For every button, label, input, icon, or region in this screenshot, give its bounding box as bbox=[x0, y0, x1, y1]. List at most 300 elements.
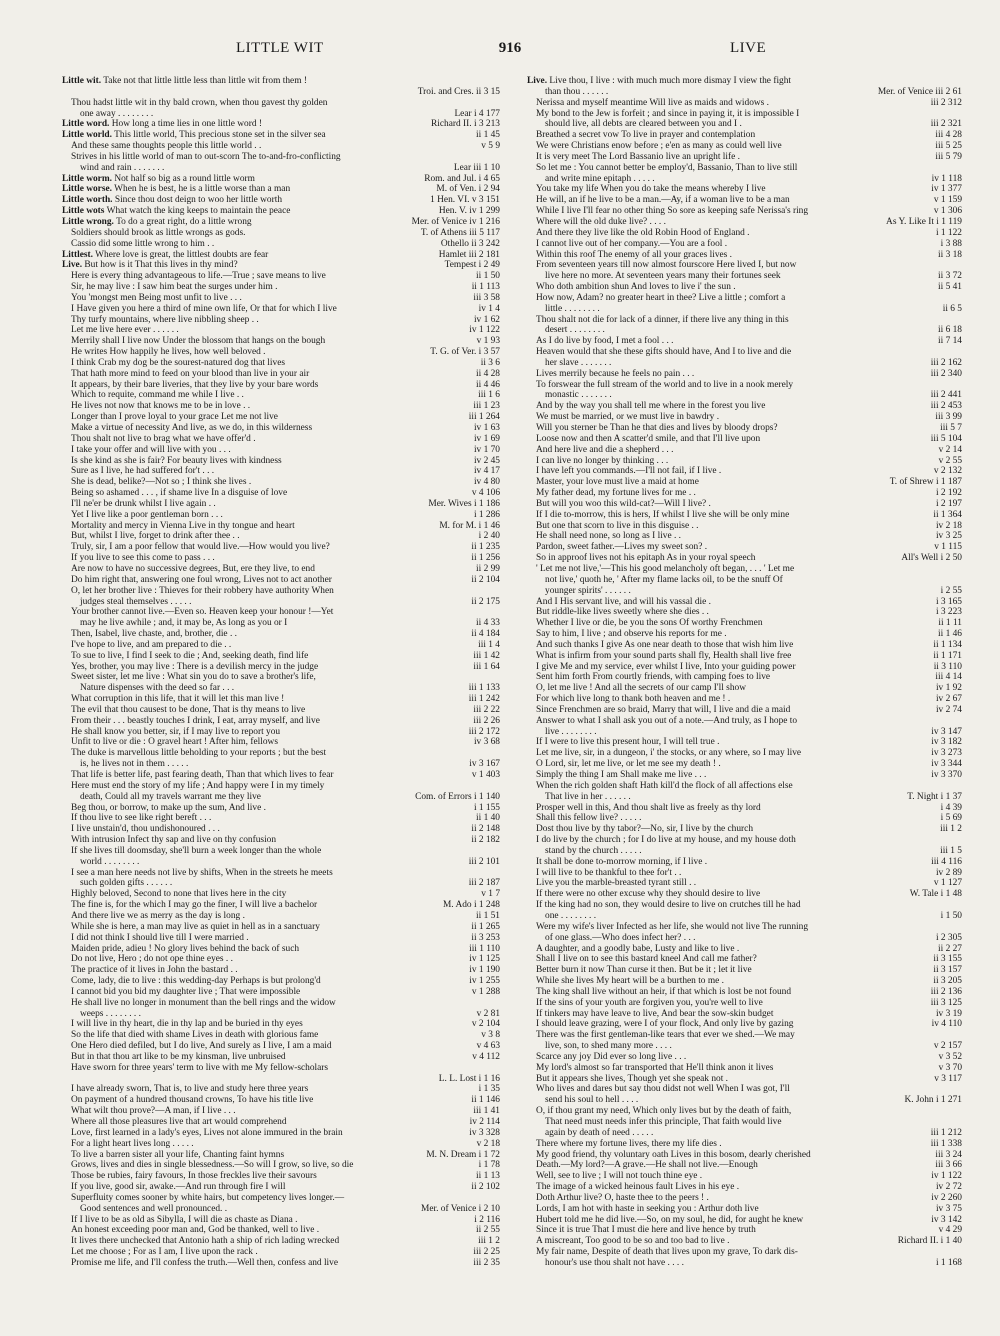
play-reference: ii 2 182 bbox=[468, 835, 500, 846]
quotation-text: I will live in thy heart, die in thy lap and be buried in thy eyes bbox=[71, 1019, 303, 1030]
play-reference: i 2 55 bbox=[938, 586, 962, 597]
quotation-text: And by the way you shall tell me where in the forest you live bbox=[536, 401, 766, 412]
play-reference: T. Night i 1 37 bbox=[904, 792, 962, 803]
concordance-line bbox=[527, 531, 962, 542]
concordance-line bbox=[62, 174, 500, 185]
concordance-line bbox=[527, 152, 962, 163]
concordance-line bbox=[62, 282, 500, 293]
quotation-text: My bond to the Jew is forfeit ; and since in paying it, it is impossible I bbox=[536, 108, 800, 119]
play-reference: v 1 306 bbox=[931, 206, 962, 217]
play-reference: iii 2 26 bbox=[470, 716, 500, 727]
play-reference: iv 2 260 bbox=[928, 1193, 962, 1204]
play-reference: ii 2 175 bbox=[468, 597, 500, 608]
concordance-line bbox=[527, 976, 962, 987]
concordance-line bbox=[527, 174, 962, 185]
play-reference: iii 4 28 bbox=[932, 130, 962, 141]
concordance-line bbox=[527, 835, 962, 846]
concordance-line bbox=[527, 553, 962, 564]
play-reference: v 3 8 bbox=[478, 1030, 500, 1041]
concordance-line bbox=[62, 954, 500, 965]
quotation-text: If I were to live this present hour, I will tell true . bbox=[536, 737, 720, 748]
concordance-line bbox=[62, 499, 500, 510]
concordance-line bbox=[527, 412, 962, 423]
concordance-line bbox=[62, 141, 500, 152]
play-reference: i 3 223 bbox=[933, 607, 962, 618]
play-reference: iv 3 75 bbox=[933, 1204, 962, 1215]
play-reference: iii 1 264 bbox=[466, 412, 500, 423]
headword: Live. bbox=[527, 76, 548, 86]
quotation-text: If tinkers may have leave to live, And bear the sow-skin budget bbox=[536, 1008, 774, 1019]
concordance-line bbox=[527, 618, 962, 629]
play-reference: iv 1 70 bbox=[471, 445, 500, 456]
play-reference: iv 2 114 bbox=[467, 1117, 500, 1128]
concordance-line bbox=[527, 542, 962, 553]
concordance-line bbox=[527, 1074, 962, 1085]
concordance-line bbox=[527, 1019, 962, 1030]
quotation-text: For a light heart lives long . . . . . bbox=[71, 1138, 194, 1149]
quotation-text: of one glass.—Who does infect her? . . . bbox=[545, 932, 696, 943]
play-reference: iv 3 25 bbox=[933, 531, 962, 542]
quotation-text: But one that scorn to live in this disguise . . bbox=[536, 520, 699, 531]
concordance-line bbox=[62, 271, 500, 282]
play-reference: i 4 39 bbox=[938, 803, 962, 814]
play-reference: Mer. of Venice iv 1 216 bbox=[409, 217, 500, 228]
quotation-text: Yes, brother, you may live : There is a devilish mercy in the judge bbox=[71, 661, 319, 672]
quotation-text: That hath more mind to feed on your blood than live in your air bbox=[71, 368, 310, 379]
quotation-text: should live, all debts are cleared between you and I . bbox=[545, 119, 742, 130]
quotation-text: The duke is marvellous little beholding to your reports ; but the best bbox=[71, 748, 327, 759]
quotation-text: I give Me and my service, ever whilst I live, Into your guiding power bbox=[536, 661, 796, 672]
play-reference: v 1 115 bbox=[931, 542, 962, 553]
concordance-line bbox=[527, 434, 962, 445]
concordance-line bbox=[527, 868, 962, 879]
quotation-text: Heaven would that she these gifts should have, And I to live and die bbox=[536, 347, 792, 358]
concordance-line bbox=[527, 325, 962, 336]
quotation-text: Sir, he may live : I saw him beat the surges under him . bbox=[71, 282, 278, 293]
concordance-line bbox=[62, 1139, 500, 1150]
play-reference: v 2 132 bbox=[931, 466, 962, 477]
play-reference: iv 3 19 bbox=[933, 1009, 962, 1020]
quotation-text: Simply the thing I am Shall make me live . . . bbox=[536, 770, 707, 780]
play-reference: ii 3 205 bbox=[930, 976, 962, 987]
concordance-line bbox=[527, 401, 962, 412]
quotation-text: To do a great right, do a little wrong bbox=[113, 216, 252, 227]
quotation-text: younger spirits' . . . . . . bbox=[545, 585, 631, 596]
concordance-line bbox=[62, 586, 500, 597]
concordance-line bbox=[527, 672, 962, 683]
concordance-line bbox=[527, 380, 962, 391]
play-reference: v 3 70 bbox=[936, 1063, 962, 1074]
play-reference: iii 2 101 bbox=[466, 857, 500, 868]
concordance-line bbox=[62, 944, 500, 955]
quotation-text: It appears, by their bare liveries, that they live by your bare words bbox=[71, 379, 319, 390]
quotation-text: Yet I live like a poor gentleman born . . . bbox=[71, 509, 223, 520]
quotation-text: send his soul to hell . . . . bbox=[545, 1095, 639, 1106]
quotation-text: is, he lives not in them . . . . . bbox=[80, 759, 189, 770]
quotation-text: Hubert told me he did live.—So, on my soul, he did, for aught he knew bbox=[536, 1214, 804, 1225]
quotation-text: O, if thou grant my need, Which only lives but by the death of faith, bbox=[536, 1106, 792, 1117]
quotation-text: Longer than I prove loyal to your grace Let me not live bbox=[71, 412, 278, 423]
concordance-line bbox=[62, 401, 500, 412]
play-reference: v 1 93 bbox=[474, 336, 500, 347]
quotation-text: But will you woo this wild-cat?—Will I live? . bbox=[536, 498, 711, 509]
quotation-text: He shall need none, so long as I live . . bbox=[536, 531, 682, 542]
quotation-text: live here no more. At seventeen years many their fortunes seek bbox=[545, 271, 781, 282]
concordance-line bbox=[62, 456, 500, 467]
quotation-text: one away . . . . . . . . bbox=[80, 108, 154, 119]
concordance-line bbox=[62, 510, 500, 521]
quotation-text: Good sentences and well pronounced. . bbox=[80, 1203, 228, 1214]
play-reference: iii 1 2 bbox=[475, 1236, 500, 1247]
play-reference: iv 3 344 bbox=[928, 759, 962, 770]
concordance-line bbox=[62, 412, 500, 423]
concordance-line bbox=[62, 304, 500, 315]
concordance-line bbox=[62, 293, 500, 304]
quotation-text: Highly beloved, Second to none that lives here in the city bbox=[71, 889, 287, 900]
play-reference: iv 3 370 bbox=[928, 770, 962, 781]
concordance-line bbox=[62, 423, 500, 434]
quotation-text: I Have given you here a third of mine own life, Or that for which I live bbox=[71, 303, 337, 314]
quotation-text: Mortality and mercy in Vienna Live in thy tongue and heart bbox=[71, 520, 295, 531]
quotation-text: Have sworn for three years' term to live with me My fellow-scholars bbox=[71, 1062, 329, 1073]
play-reference: iii 1 23 bbox=[470, 401, 500, 412]
concordance-line bbox=[62, 933, 500, 944]
concordance-line bbox=[62, 640, 500, 651]
concordance-line bbox=[527, 857, 962, 868]
concordance-line bbox=[527, 1030, 962, 1041]
concordance-line bbox=[527, 336, 962, 347]
quotation-text: That need must needs infer this principle, That faith would live bbox=[545, 1117, 782, 1127]
quotation-text: Soldiers should brook as little wrongs as gods. bbox=[71, 227, 246, 238]
concordance-line bbox=[62, 369, 500, 380]
quotation-text: Dost thou live by thy tabor?—No, sir, I live by the church bbox=[536, 824, 754, 835]
concordance-line bbox=[62, 1258, 500, 1269]
concordance-line bbox=[527, 87, 962, 98]
concordance-line bbox=[62, 846, 500, 857]
quotation-text: For which live long to thank both heaven and me ! . bbox=[536, 694, 731, 705]
quotation-text: live . . . . . . . . bbox=[545, 726, 597, 737]
play-reference: ii 7 14 bbox=[935, 336, 962, 347]
quotation-text: Sure as I live, he had suffered for't . . . bbox=[71, 466, 215, 477]
play-reference: ii 2 102 bbox=[468, 1182, 500, 1193]
play-reference: v 4 106 bbox=[469, 488, 500, 499]
quotation-text: The fine is, for the which I may go the finer, I will live a bachelor bbox=[71, 900, 318, 911]
concordance-line bbox=[527, 488, 962, 499]
play-reference: v 3 117 bbox=[931, 1074, 962, 1085]
play-reference: ii 3 155 bbox=[930, 954, 962, 965]
play-reference: iii 2 441 bbox=[928, 390, 962, 401]
play-reference: iii 4 116 bbox=[928, 857, 962, 868]
concordance-line bbox=[527, 575, 962, 586]
quotation-text: Nature dispenses with the deed so far . . . bbox=[80, 683, 235, 694]
concordance-line bbox=[527, 1193, 962, 1204]
play-reference: Mer. of Venice iii 2 61 bbox=[875, 87, 962, 98]
quotation-text: Make a virtue of necessity And live, as we do, in this wilderness bbox=[71, 423, 313, 433]
concordance-line bbox=[527, 824, 962, 835]
concordance-line bbox=[527, 1236, 962, 1247]
concordance-line bbox=[62, 109, 500, 120]
concordance-line bbox=[527, 1106, 962, 1117]
play-reference: iii 1 5 bbox=[937, 846, 962, 857]
concordance-line bbox=[62, 1095, 500, 1106]
quotation-text: Since thou dost deign to woo her little worth bbox=[112, 195, 283, 206]
play-reference: iii 2 340 bbox=[928, 369, 962, 380]
quotation-text: The king shall live without an heir, if that which is lost be not found bbox=[536, 986, 792, 997]
play-reference: iii 1 64 bbox=[470, 662, 500, 673]
play-reference: W. Tale i 1 48 bbox=[907, 889, 962, 900]
concordance-line bbox=[527, 217, 962, 228]
concordance-line bbox=[62, 1041, 500, 1052]
concordance-line bbox=[527, 987, 962, 998]
play-reference: v 2 18 bbox=[474, 1139, 500, 1150]
concordance-line bbox=[62, 76, 500, 87]
quotation-text: Cassio did some little wrong to him . . bbox=[71, 238, 215, 249]
concordance-line bbox=[527, 293, 962, 304]
quotation-text: She is dead, belike?—Not so ; I think she lives . bbox=[71, 477, 252, 488]
play-reference: iv 3 142 bbox=[928, 1215, 962, 1226]
play-reference: v 2 14 bbox=[936, 445, 962, 456]
concordance-line bbox=[527, 466, 962, 477]
concordance-line bbox=[62, 1019, 500, 1030]
concordance-line bbox=[62, 803, 500, 814]
concordance-line bbox=[62, 597, 500, 608]
play-reference: i 1 155 bbox=[471, 803, 500, 814]
concordance-line bbox=[527, 607, 962, 618]
quotation-text: may he live awhile ; and, it may be, As long as you or I bbox=[80, 618, 288, 629]
concordance-line bbox=[527, 1095, 962, 1106]
play-reference: ii 2 27 bbox=[935, 944, 962, 955]
concordance-line bbox=[527, 1225, 962, 1236]
play-reference: iv 1 125 bbox=[466, 954, 500, 965]
play-reference: i 3 165 bbox=[933, 597, 962, 608]
play-reference: T. G. of Ver. i 3 57 bbox=[427, 347, 500, 358]
play-reference: iii 2 25 bbox=[470, 1247, 500, 1258]
concordance-line bbox=[527, 792, 962, 803]
quotation-text: Do him right that, answering one foul wrong, Lives not to act another bbox=[71, 574, 332, 585]
quotation-text: Merrily shall I live now Under the blossom that hangs on the bough bbox=[71, 336, 326, 347]
quotation-text: weeps . . . . . . . . bbox=[80, 1008, 141, 1019]
concordance-line bbox=[62, 521, 500, 532]
running-head-right: LIVE bbox=[730, 40, 767, 56]
concordance-line bbox=[62, 911, 500, 922]
play-reference: iii 3 125 bbox=[928, 998, 962, 1009]
quotation-text: Truly, sir, I am a poor fellow that would live.—How would you live? bbox=[71, 542, 330, 553]
headword: Littlest. bbox=[62, 249, 93, 260]
play-reference: ii 1 46 bbox=[935, 629, 962, 640]
concordance-line bbox=[527, 694, 962, 705]
concordance-line bbox=[527, 260, 962, 271]
concordance-line bbox=[62, 1215, 500, 1226]
play-reference: Hamlet iii 2 181 bbox=[436, 250, 500, 261]
quotation-text: I have left you commands.—I'll not fail, if I live . bbox=[536, 466, 722, 477]
concordance-line bbox=[62, 228, 500, 239]
concordance-line bbox=[62, 184, 500, 195]
play-reference: iii 1 242 bbox=[466, 694, 500, 705]
play-reference: iv 2 67 bbox=[933, 694, 962, 705]
play-reference: iii 1 110 bbox=[466, 944, 500, 955]
right-column bbox=[527, 76, 962, 1326]
left-column bbox=[62, 76, 500, 1326]
play-reference: ii 2 55 bbox=[473, 1225, 500, 1236]
concordance-line bbox=[62, 683, 500, 694]
quotation-text: What wilt thou prove?—A man, if I live . . . bbox=[71, 1106, 236, 1117]
quotation-text: It lives there unchecked that Antonio hath a ship of rich lading wrecked bbox=[71, 1236, 340, 1247]
quotation-text: If you live, good sir, awake.—And run through fire I will bbox=[71, 1182, 286, 1193]
concordance-line bbox=[527, 423, 962, 434]
concordance-line bbox=[62, 976, 500, 987]
play-reference: ii 1 51 bbox=[473, 911, 500, 922]
concordance-line bbox=[527, 933, 962, 944]
quotation-text: What is infirm from your sound parts shall fly, Health shall live free bbox=[536, 650, 792, 661]
play-reference: ii 3 157 bbox=[930, 965, 962, 976]
concordance-line bbox=[62, 315, 500, 326]
concordance-line bbox=[527, 499, 962, 510]
quotation-text: Love, first learned in a lady's eyes, Lives not alone immured in the brain bbox=[71, 1127, 343, 1138]
concordance-line bbox=[62, 347, 500, 358]
concordance-line bbox=[62, 1225, 500, 1236]
quotation-text: That life is better life, past fearing death, Than that which lives to fear bbox=[71, 770, 334, 780]
quotation-text: He will, an if he live to be a man.—Ay, if a woman live to be a man bbox=[536, 195, 790, 206]
concordance-line bbox=[527, 727, 962, 738]
play-reference: ii 3 6 bbox=[478, 358, 500, 369]
play-reference: iii 1 42 bbox=[470, 651, 500, 662]
concordance-line bbox=[62, 1117, 500, 1128]
quotation-text: If thou live to see like right bereft . . . bbox=[71, 813, 212, 824]
play-reference: iv 1 118 bbox=[929, 174, 962, 185]
play-reference: ii 4 46 bbox=[473, 380, 500, 391]
play-reference: Com. of Errors i 1 140 bbox=[412, 792, 500, 803]
concordance-line bbox=[527, 629, 962, 640]
play-reference: i 2 116 bbox=[471, 1215, 500, 1226]
quotation-text: Which to requite, command me while I live . . bbox=[71, 390, 244, 401]
play-reference: i 1 35 bbox=[476, 1084, 500, 1095]
play-reference: iv 3 147 bbox=[928, 727, 962, 738]
quotation-text: There where my fortune lives, there my life dies . bbox=[536, 1138, 722, 1149]
quotation-text: death, Could all my travels warrant me they live bbox=[80, 791, 261, 802]
play-reference: Richard II. i 3 213 bbox=[428, 119, 500, 130]
play-reference: v 4 29 bbox=[936, 1225, 962, 1236]
quotation-text: A daughter, and a goodly babe, Lusty and like to live . bbox=[536, 943, 740, 954]
concordance-line bbox=[62, 889, 500, 900]
play-reference: ii 1 50 bbox=[473, 271, 500, 282]
quotation-text: You take my life When you do take the means whereby I live bbox=[536, 184, 766, 195]
quotation-text: such golden gifts . . . . . . bbox=[80, 878, 173, 889]
concordance-line bbox=[527, 1128, 962, 1139]
concordance-line bbox=[527, 98, 962, 109]
quotation-text: We were Christians enow before ; e'en as many as could well live bbox=[536, 141, 782, 152]
play-reference: ii 4 33 bbox=[473, 618, 500, 629]
quotation-text: Sweet sister, let me live : What sin you do to save a brother's life, bbox=[71, 672, 316, 683]
concordance-line bbox=[62, 651, 500, 662]
quotation-text: There was the first gentleman-like tears that ever we shed.—We may bbox=[536, 1030, 795, 1041]
headword: Little wots bbox=[62, 206, 105, 217]
concordance-line bbox=[62, 553, 500, 564]
concordance-line bbox=[527, 705, 962, 716]
concordance-line bbox=[527, 651, 962, 662]
play-reference: ii 2 148 bbox=[468, 824, 500, 835]
quotation-text: When the rich golden shaft Hath kill'd the flock of all affections else bbox=[536, 780, 793, 791]
quotation-text: From seventeen years till now almost fourscore Here lived I, but now bbox=[536, 260, 797, 271]
quotation-text: I will live to be thankful to thee for't . . bbox=[536, 867, 682, 878]
quotation-text: Loose now and then A scatter'd smile, and that I'll live upon bbox=[536, 433, 761, 444]
play-reference: Richard II. i 1 40 bbox=[895, 1236, 962, 1247]
quotation-text: To sue to live, I find I seek to die ; And, seeking death, find life bbox=[71, 650, 309, 661]
play-reference: iii 1 2 bbox=[937, 824, 962, 835]
concordance-line bbox=[527, 445, 962, 456]
quotation-text: I have already sworn, That is, to live and study here three years bbox=[71, 1084, 309, 1095]
quotation-text: But riddle-like lives sweetly where she dies . . bbox=[536, 607, 709, 618]
concordance-line bbox=[62, 434, 500, 445]
play-reference: iii 3 58 bbox=[470, 293, 500, 304]
play-reference: ii 1 146 bbox=[468, 1095, 500, 1106]
play-reference: ii 1 134 bbox=[930, 640, 962, 651]
play-reference: K. John i 1 271 bbox=[901, 1095, 962, 1106]
quotation-text: Well, see to live ; I will not touch thine eye . bbox=[536, 1171, 703, 1182]
play-reference: Troi. and Cres. ii 3 15 bbox=[415, 87, 500, 98]
quotation-text: If there were no other excuse why they should desire to live bbox=[536, 889, 761, 900]
play-reference: iv 2 74 bbox=[933, 705, 962, 716]
concordance-line bbox=[527, 878, 962, 889]
quotation-text: I live unstain'd, thou undishonoured . . . bbox=[71, 824, 220, 835]
concordance-line bbox=[62, 1009, 500, 1020]
quotation-text: He lives not now that knows me to be in love . . bbox=[71, 401, 251, 412]
quotation-text: Live thou, I live : with much much more dismay I view the fight bbox=[547, 76, 792, 86]
quotation-text: And here live and die a shepherd . . . bbox=[536, 444, 674, 455]
concordance-line bbox=[62, 163, 500, 174]
concordance-line bbox=[62, 716, 500, 727]
play-reference: iii 2 172 bbox=[466, 727, 500, 738]
quotation-text: desert . . . . . . . . bbox=[545, 325, 605, 336]
concordance-line bbox=[62, 835, 500, 846]
play-reference: iv 1 92 bbox=[933, 683, 962, 694]
play-reference: ii 2 104 bbox=[468, 575, 500, 586]
concordance-line bbox=[62, 1030, 500, 1041]
play-reference: iv 1 63 bbox=[471, 423, 500, 434]
concordance-line bbox=[62, 542, 500, 553]
concordance-line bbox=[62, 87, 500, 98]
concordance-line bbox=[527, 239, 962, 250]
play-reference: iii 5 7 bbox=[937, 423, 962, 434]
concordance-line bbox=[62, 629, 500, 640]
quotation-text: Lives merrily because he feels no pain . . . bbox=[536, 368, 695, 379]
concordance-line bbox=[527, 206, 962, 217]
quotation-text: Who lives and dares but say thou didst not well When I was got, I'll bbox=[536, 1084, 790, 1095]
concordance-line bbox=[527, 130, 962, 141]
quotation-text: world . . . . . . . . bbox=[80, 856, 140, 867]
quotation-text: Nerissa and myself meantime Will live as maids and widows . bbox=[536, 97, 769, 108]
play-reference: v 1 7 bbox=[478, 889, 500, 900]
quotation-text: Doth Arthur live? O, haste thee to the peers ! . bbox=[536, 1192, 709, 1203]
quotation-text: again by death of need . . . . . bbox=[545, 1127, 654, 1138]
concordance-line bbox=[62, 759, 500, 770]
concordance-line bbox=[62, 1204, 500, 1215]
concordance-line bbox=[62, 705, 500, 716]
concordance-line bbox=[62, 206, 500, 217]
play-reference: ii 1 265 bbox=[468, 922, 500, 933]
quotation-text: Scarce any joy Did ever so long live . . . bbox=[536, 1051, 687, 1062]
play-reference: iv 2 89 bbox=[933, 868, 962, 879]
quotation-text: O Lord, sir, let me live, or let me see my death ! . bbox=[536, 759, 721, 770]
concordance-line bbox=[62, 531, 500, 542]
concordance-line bbox=[62, 250, 500, 261]
play-reference: iv 2 72 bbox=[933, 1182, 962, 1193]
concordance-line bbox=[527, 477, 962, 488]
play-reference: i 1 286 bbox=[471, 510, 500, 521]
play-reference: iv 1 69 bbox=[471, 434, 500, 445]
play-reference: ii 1 171 bbox=[930, 651, 962, 662]
quotation-text: He writes How happily he lives, how well beloved . bbox=[71, 347, 266, 358]
play-reference: T. of Shrew i 1 187 bbox=[887, 477, 962, 488]
